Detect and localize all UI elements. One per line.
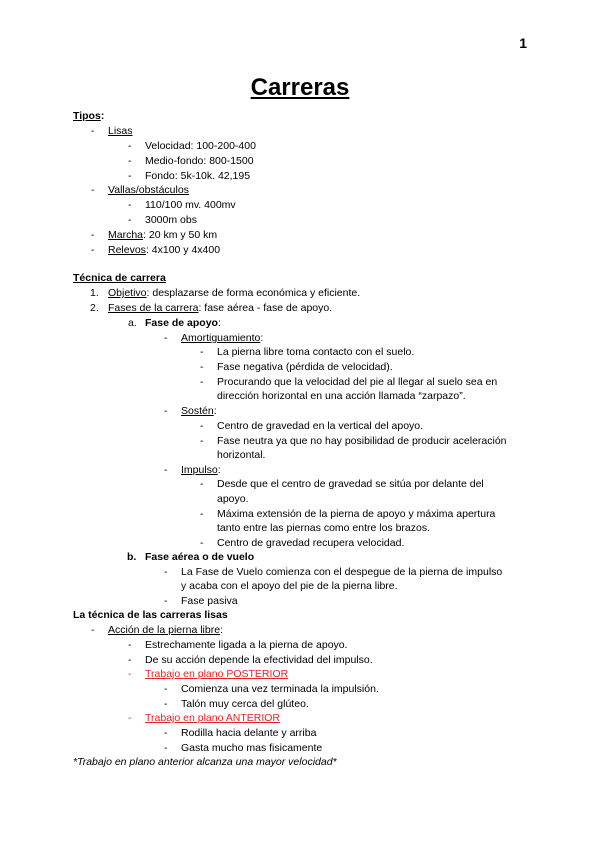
- list-item: Procurando que la velocidad del pie al llegar al suelo sea en: [217, 376, 498, 388]
- bullet-dash: -: [128, 199, 132, 211]
- list-item: La Fase de Vuelo comienza con el despegue de la pierna de impulso: [181, 566, 503, 578]
- bullet-dash: -: [164, 742, 168, 754]
- bullet-dash: -: [164, 332, 168, 344]
- list-item: Fase pasiva: [181, 595, 238, 607]
- list-item: La pierna libre toma contacto con el suelo.: [217, 346, 415, 358]
- bullet-dash: -: [128, 654, 132, 666]
- page-title: Carreras: [250, 74, 350, 101]
- list-letter: a.: [128, 317, 137, 329]
- section-heading-lisas: La técnica de las carreras lisas: [73, 609, 228, 621]
- list-item-continuation: apoyo.: [217, 493, 249, 505]
- page-number: 1: [519, 35, 527, 51]
- bullet-dash: -: [164, 566, 168, 578]
- section-heading-tipos: Tipos:: [73, 110, 105, 122]
- list-item-relevos: Relevos: 4x100 y 4x400: [108, 244, 221, 256]
- bullet-dash: -: [164, 595, 168, 607]
- bullet-dash: -: [200, 478, 204, 490]
- bullet-dash: -: [128, 712, 132, 724]
- list-item: Fase negativa (pérdida de velocidad).: [217, 361, 393, 373]
- list-item: Fondo: 5k-10k. 42,195: [145, 170, 251, 182]
- list-item-lisas: Lisas: [108, 125, 133, 137]
- subheading-fase-aerea: Fase aérea o de vuelo: [145, 551, 255, 563]
- bullet-dash: -: [164, 464, 168, 476]
- bullet-dash: -: [91, 624, 95, 636]
- list-item-marcha: Marcha: 20 km y 50 km: [108, 229, 218, 241]
- list-item-plano-anterior: Trabajo en plano ANTERIOR: [145, 712, 281, 724]
- list-item: De su acción depende la efectividad del impulso.: [145, 654, 373, 666]
- list-item-impulso: Impulso:: [181, 464, 221, 476]
- list-item-continuation: dirección horizontal en una acción llamada “zarpazo”.: [217, 390, 466, 402]
- list-item: Desde que el centro de gravedad se sitúa por delante del: [217, 478, 484, 490]
- list-item: Velocidad: 100-200-400: [145, 140, 256, 152]
- bullet-dash: -: [128, 140, 132, 152]
- bullet-dash: -: [164, 405, 168, 417]
- bullet-dash: -: [128, 170, 132, 182]
- list-item-objetivo: Objetivo: desplazarse de forma económica y eficiente.: [108, 287, 361, 299]
- bullet-dash: -: [91, 229, 95, 241]
- bullet-dash: -: [91, 184, 95, 196]
- list-number: 1.: [90, 287, 99, 299]
- section-heading-tecnica: Técnica de carrera: [73, 272, 166, 284]
- bullet-dash: -: [200, 346, 204, 358]
- list-item-plano-posterior: Trabajo en plano POSTERIOR: [145, 668, 289, 680]
- list-item: Medio-fondo: 800-1500: [145, 155, 254, 167]
- bullet-dash: -: [200, 435, 204, 447]
- list-item-fases: Fases de la carrera: fase aérea - fase de apoyo.: [108, 302, 333, 314]
- list-item: Centro de gravedad recupera velocidad.: [217, 537, 405, 549]
- list-item-continuation: tanto entre las piernas como entre los brazos.: [217, 522, 431, 534]
- bullet-dash: -: [128, 214, 132, 226]
- list-item: Máxima extensión de la pierna de apoyo y máxima apertura: [217, 508, 496, 520]
- list-item-vallas: Vallas/obstáculos: [108, 184, 189, 196]
- list-item: Estrechamente ligada a la pierna de apoyo.: [145, 639, 348, 651]
- bullet-dash: -: [128, 668, 132, 680]
- bullet-dash: -: [164, 683, 168, 695]
- bullet-dash: -: [200, 361, 204, 373]
- bullet-dash: -: [200, 376, 204, 388]
- subheading-fase-apoyo: Fase de apoyo:: [145, 317, 221, 329]
- bullet-dash: -: [91, 244, 95, 256]
- list-item: Rodilla hacia delante y arriba: [181, 727, 317, 739]
- list-item: Comienza una vez terminada la impulsión.: [181, 683, 379, 695]
- bullet-dash: -: [200, 420, 204, 432]
- list-number: 2.: [90, 302, 99, 314]
- bullet-dash: -: [128, 155, 132, 167]
- list-item-amortiguamiento: Amortiguamiento:: [181, 332, 264, 344]
- bullet-dash: -: [128, 639, 132, 651]
- bullet-dash: -: [200, 537, 204, 549]
- bullet-dash: -: [91, 125, 95, 137]
- list-item: Centro de gravedad en la vertical del apoyo.: [217, 420, 424, 432]
- bullet-dash: -: [164, 698, 168, 710]
- list-item: Gasta mucho mas fisicamente: [181, 742, 323, 754]
- list-item-sosten: Sostén:: [181, 405, 217, 417]
- list-item: Talón muy cerca del glúteo.: [181, 698, 309, 710]
- list-item: Fase neutra ya que no hay posibilidad de producir aceleración: [217, 435, 507, 447]
- footnote: *Trabajo en plano anterior alcanza una mayor velocidad*: [73, 756, 337, 768]
- list-item: 3000m obs: [145, 214, 197, 226]
- list-letter: b.: [127, 551, 137, 563]
- bullet-dash: -: [200, 508, 204, 520]
- bullet-dash: -: [164, 727, 168, 739]
- list-item-continuation: horizontal.: [217, 449, 266, 461]
- list-item: 110/100 mv. 400mv: [145, 199, 236, 211]
- list-item-accion: Acción de la pierna libre:: [108, 624, 223, 636]
- list-item-continuation: y acaba con el apoyo del pie de la pierna libre.: [181, 580, 398, 592]
